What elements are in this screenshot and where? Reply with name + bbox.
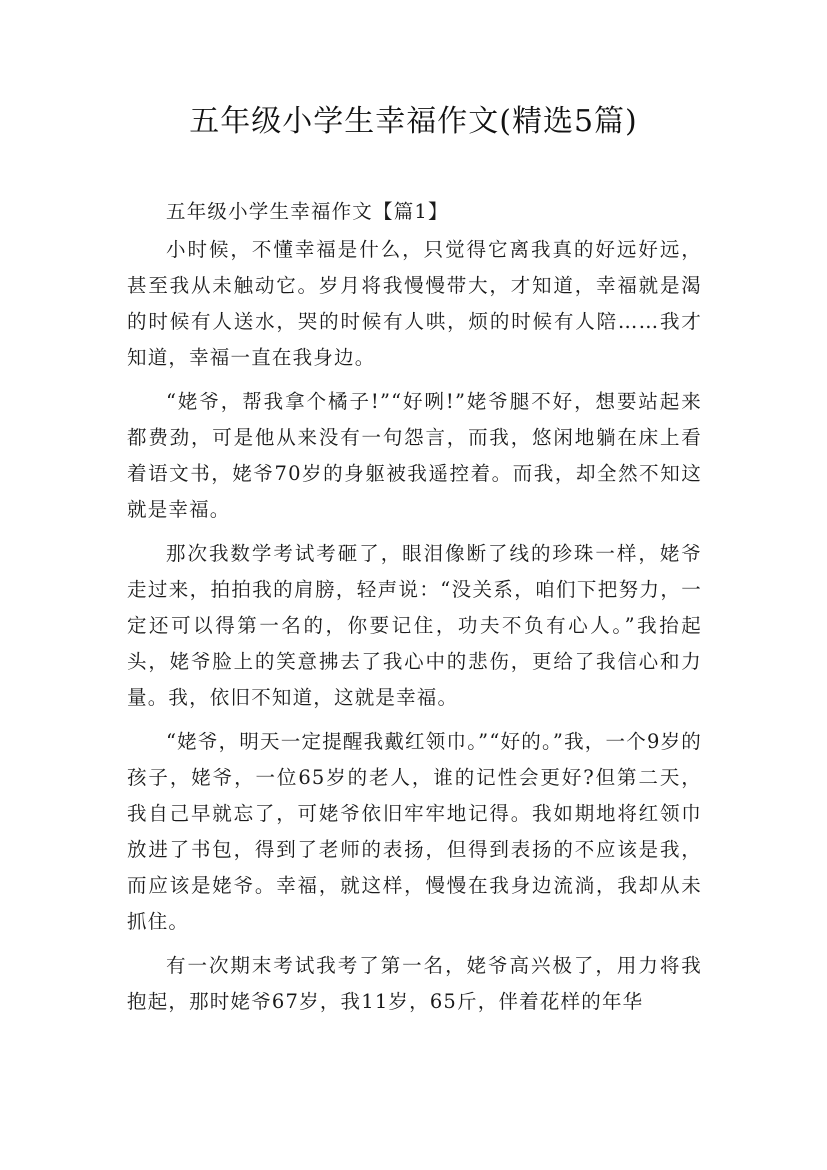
paragraph-5: 有一次期末考试我考了第一名，姥爷高兴极了，用力将我抱起，那时姥爷67岁，我11岁，65斤，伴着花样的年华 [127, 954, 702, 1013]
document-title: 五年级小学生幸福作文(精选5篇) [189, 104, 638, 139]
paragraph-2: “姥爷，帮我拿个橘子!”“好咧!”姥爷腿不好，想要站起来都费劲，可是他从来没有一句怨言，而我，悠闲地躺在床上看着语文书，姥爷70岁的身躯被我遥控着。而我，却全然不知这就是幸福。 [127, 390, 702, 521]
paragraph-4: “姥爷，明天一定提醒我戴红领巾。”“好的。”我，一个9岁的孩子，姥爷，一位65岁的老人，谁的记性会更好?但第二天，我自己早就忘了，可姥爷依旧牢牢地记得。我如期地将红领巾放进了书包，得到了老师的表扬，但得到表扬的不应该是我，而应该是姥爷。幸福，就这样，慢慢在我身边流淌，我却从未抓住。 [127, 730, 702, 933]
paragraph-3: 那次我数学考试考砸了，眼泪像断了线的珍珠一样，姥爷走过来，拍拍我的肩膀，轻声说：“没关系，咱们下把努力，一定还可以得第一名的，你要记住，功夫不负有心人。”我抬起头，姥爷脸上的笑意拂去了我心中的悲伤，更给了我信心和力量。我，依旧不知道，这就是幸福。 [127, 542, 702, 709]
paragraph-1: 小时候，不懂幸福是什么，只觉得它离我真的好远好远，甚至我从未触动它。岁月将我慢慢带大，才知道，幸福就是渴的时候有人送水，哭的时候有人哄，烦的时候有人陪……我才知道，幸福一直在我身边。 [127, 238, 702, 369]
document-body [127, 194, 702, 1028]
section-heading: 五年级小学生幸福作文【篇1】 [166, 200, 449, 223]
